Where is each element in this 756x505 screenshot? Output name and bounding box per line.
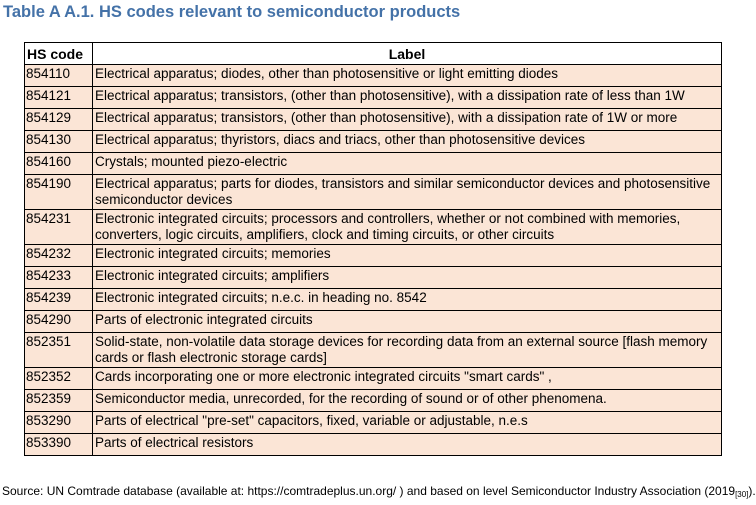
hs-codes-table <box>24 42 722 456</box>
label-cell: Electronic integrated circuits; n.e.c. in heading no. 8542 <box>93 289 722 311</box>
label-cell: Electrical apparatus; thyristors, diacs and triacs, other than photosensitive devices <box>93 131 722 153</box>
table-row <box>25 390 722 412</box>
hs-code-cell: 854110 <box>25 65 93 87</box>
hs-code-cell: 852351 <box>25 333 93 368</box>
label-cell: Electronic integrated circuits; amplifiers <box>93 267 722 289</box>
hs-code-cell: 854121 <box>25 87 93 109</box>
hs-code-cell: 854233 <box>25 267 93 289</box>
label-cell: Electrical apparatus; transistors, (other than photosensitive), with a dissipation rate of 1W or more <box>93 109 722 131</box>
table-row <box>25 434 722 456</box>
table-body <box>25 65 722 456</box>
label-cell: Electronic integrated circuits; memories <box>93 245 722 267</box>
table-row <box>25 175 722 210</box>
header-hs-code: HS code <box>25 43 93 65</box>
label-cell: Parts of electronic integrated circuits <box>93 311 722 333</box>
source-note <box>2 484 756 499</box>
table-row <box>25 412 722 434</box>
hs-code-cell: 853290 <box>25 412 93 434</box>
label-cell: Electronic integrated circuits; processors and controllers, whether or not combined with memories, converters, logic circuits, amplifiers, clock and timing circuits, or other circuits <box>93 210 722 245</box>
hs-code-cell: 854290 <box>25 311 93 333</box>
hs-code-cell: 854239 <box>25 289 93 311</box>
source-reference: [30] <box>735 490 749 499</box>
table-row <box>25 245 722 267</box>
hs-code-cell: 852359 <box>25 390 93 412</box>
table-row <box>25 210 722 245</box>
label-cell: Parts of electrical "pre-set" capacitors, fixed, variable or adjustable, n.e.s <box>93 412 722 434</box>
table-row <box>25 65 722 87</box>
table-header-row <box>25 43 722 65</box>
table-row <box>25 368 722 390</box>
hs-code-cell: 854232 <box>25 245 93 267</box>
label-cell: Electrical apparatus; parts for diodes, transistors and similar semiconductor devices and photosensitive semiconductor devices <box>93 175 722 210</box>
label-cell: Electrical apparatus; diodes, other than photosensitive or light emitting diodes <box>93 65 722 87</box>
source-tail: ). <box>748 484 756 498</box>
hs-code-cell: 854231 <box>25 210 93 245</box>
hs-code-cell: 854129 <box>25 109 93 131</box>
hs-code-cell: 854190 <box>25 175 93 210</box>
hs-code-cell: 852352 <box>25 368 93 390</box>
table-title: Table A A.1. HS codes relevant to semiconductor products <box>3 3 461 21</box>
label-cell: Electrical apparatus; transistors, (other than photosensitive), with a dissipation rate of less than 1W <box>93 87 722 109</box>
label-cell: Cards incorporating one or more electronic integrated circuits "smart cards" , <box>93 368 722 390</box>
hs-code-cell: 853390 <box>25 434 93 456</box>
table-row <box>25 109 722 131</box>
table-row <box>25 131 722 153</box>
label-cell: Parts of electrical resistors <box>93 434 722 456</box>
label-cell: Solid-state, non-volatile data storage devices for recording data from an external source [flash memory cards or flash electronic storage cards] <box>93 333 722 368</box>
table-row <box>25 267 722 289</box>
table-row <box>25 333 722 368</box>
label-cell: Crystals; mounted piezo-electric <box>93 153 722 175</box>
table-row <box>25 289 722 311</box>
source-text: Source: UN Comtrade database (available at: https://comtradeplus.un.org/ ) and based on level Semiconductor Industry Association (2019 <box>2 484 736 498</box>
table-row <box>25 311 722 333</box>
table-row <box>25 153 722 175</box>
hs-code-cell: 854160 <box>25 153 93 175</box>
hs-code-cell: 854130 <box>25 131 93 153</box>
table-row <box>25 87 722 109</box>
hs-codes-table-container <box>24 42 722 456</box>
header-label: Label <box>93 43 722 65</box>
label-cell: Semiconductor media, unrecorded, for the recording of sound or of other phenomena. <box>93 390 722 412</box>
